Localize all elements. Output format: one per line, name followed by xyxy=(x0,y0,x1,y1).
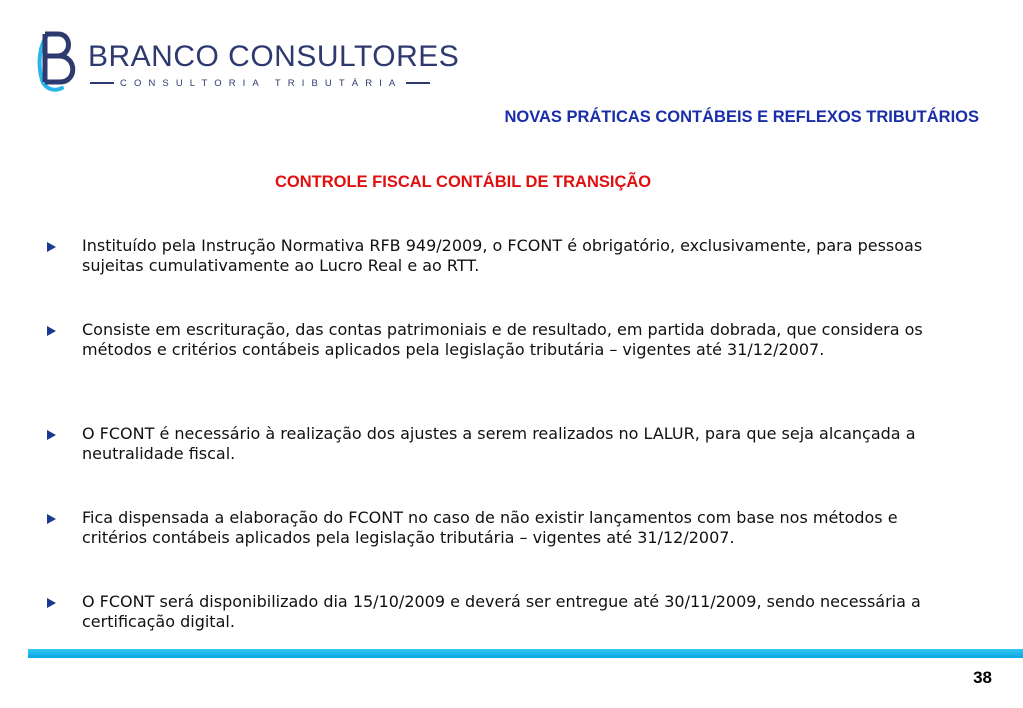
triangle-bullet-icon xyxy=(47,242,56,252)
triangle-bullet-icon xyxy=(47,326,56,336)
triangle-bullet-icon xyxy=(47,430,56,440)
triangle-bullet-icon xyxy=(47,514,56,524)
bullet-text: Instituído pela Instrução Normativa RFB 949/2009, o FCONT é obrigatório, exclusivamente, para pessoas sujeitas cumulativamente ao Lucro Real e ao RTT. xyxy=(82,236,923,275)
bullet-text: Consiste em escrituração, das contas patrimoniais e de resultado, em partida dobrada, que considera os métodos e critérios contábeis aplicados pela legislação tributária – vigentes até 31/12/2007. xyxy=(82,320,923,359)
triangle-bullet-icon xyxy=(47,598,56,608)
section-title: CONTROLE FISCAL CONTÁBIL DE TRANSIÇÃO xyxy=(275,173,652,191)
bullet-text: O FCONT é necessário à realização dos ajustes a serem realizados no LALUR, para que seja alcançada a neutralidade fiscal. xyxy=(82,424,916,463)
bullet-text: O FCONT será disponibilizado dia 15/10/2009 e deverá ser entregue até 30/11/2009, sendo necessária a certificação digital. xyxy=(82,592,921,631)
b-monogram-logo-icon xyxy=(34,28,84,94)
page-number: 38 xyxy=(973,668,992,687)
brand-tagline-row xyxy=(90,76,430,90)
brand-tagline: CONSULTORIA TRIBUTÁRIA xyxy=(120,77,403,89)
slide-header-title: NOVAS PRÁTICAS CONTÁBEIS E REFLEXOS TRIBUTÁRIOS xyxy=(504,108,979,126)
brand-name: BRANCO CONSULTORES xyxy=(88,40,460,73)
company-logo xyxy=(34,28,460,94)
tagline-left-rule xyxy=(90,82,114,84)
tagline-right-rule xyxy=(406,82,430,84)
bullet-text: Fica dispensada a elaboração do FCONT no caso de não existir lançamentos com base nos métodos e critérios contábeis aplicados pela legislação tributária – vigentes até 31/12/2007. xyxy=(82,508,898,547)
footer-bar xyxy=(28,649,1023,658)
